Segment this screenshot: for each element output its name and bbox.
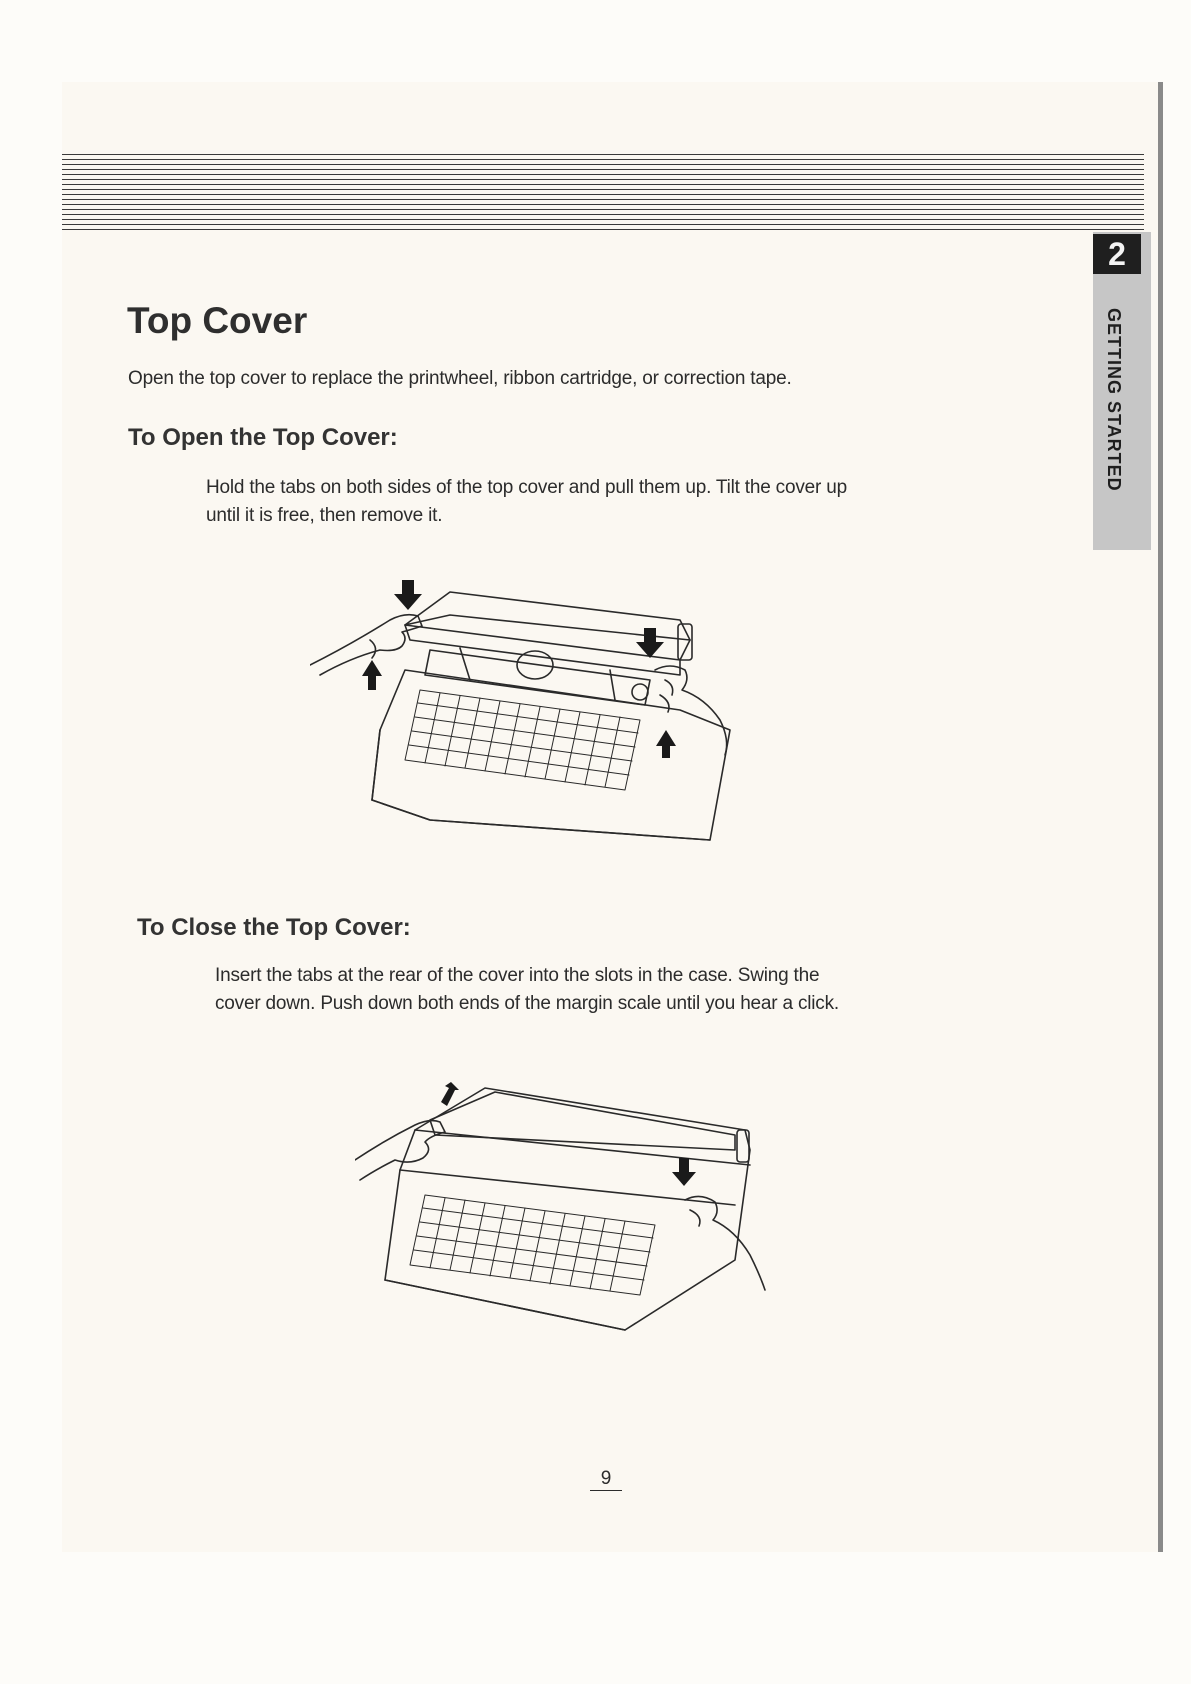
text-line: Insert the tabs at the rear of the cover into the slots in the case. Swing the xyxy=(215,965,820,986)
text-line: cover down. Push down both ends of the margin scale until you hear a click. xyxy=(215,993,839,1014)
header-rule xyxy=(62,154,1144,232)
chapter-number: 2 xyxy=(1093,234,1141,274)
page-title: Top Cover xyxy=(127,300,308,341)
page-edge xyxy=(1158,82,1163,1552)
section-heading-close: To Close the Top Cover: xyxy=(137,914,411,941)
chapter-label: GETTING STARTED xyxy=(1104,308,1124,492)
text-line: until it is free, then remove it. xyxy=(206,505,443,526)
section-heading-open: To Open the Top Cover: xyxy=(128,424,398,451)
section-text-open xyxy=(206,474,946,530)
typewriter-close-cover-illustration xyxy=(355,1080,800,1355)
text-line: Hold the tabs on both sides of the top cover and pull them up. Tilt the cover up xyxy=(206,477,847,498)
page-number: 9 xyxy=(590,1468,622,1491)
section-text-close xyxy=(215,962,955,1018)
typewriter-open-cover-illustration xyxy=(310,580,800,860)
intro-text: Open the top cover to replace the printwheel, ribbon cartridge, or correction tape. xyxy=(128,368,792,389)
